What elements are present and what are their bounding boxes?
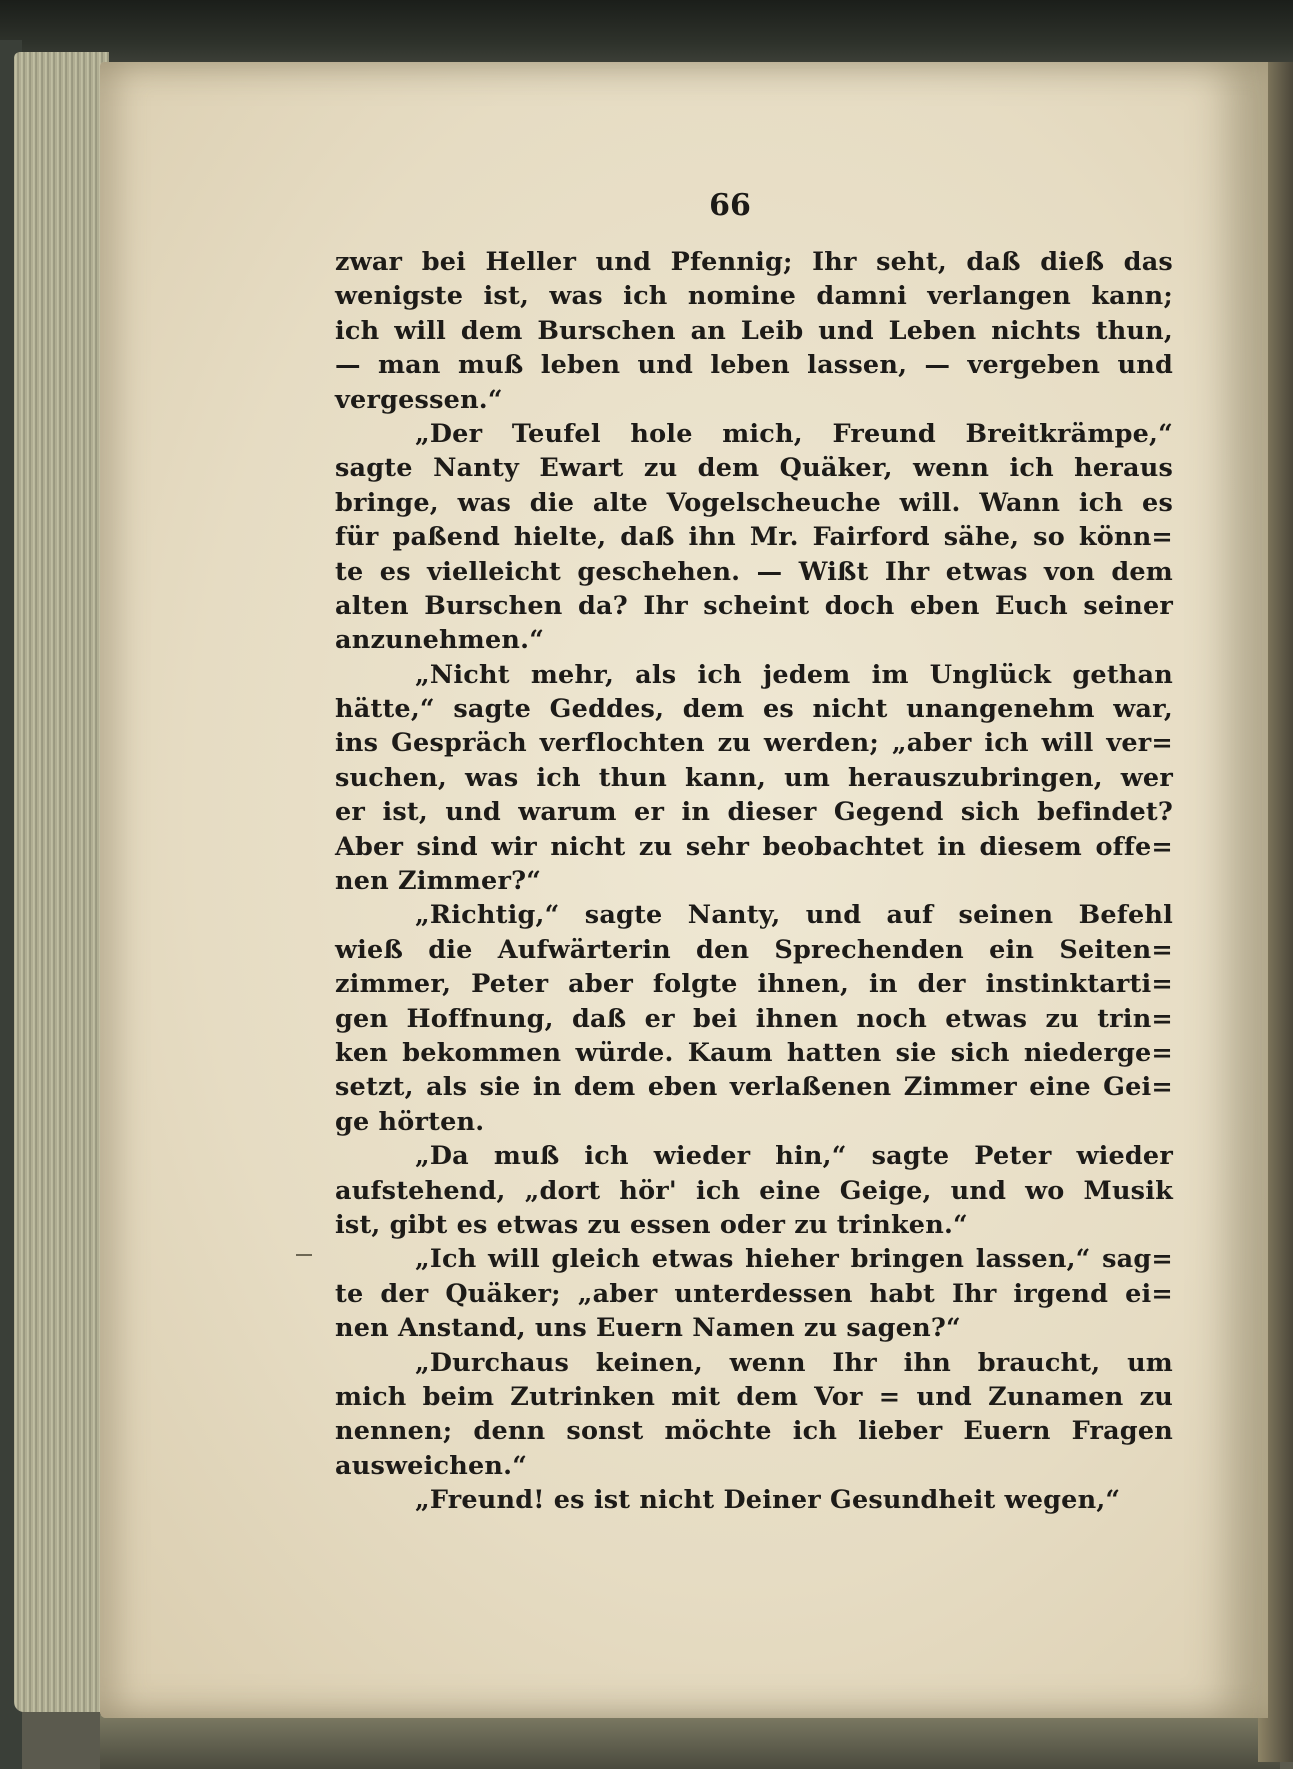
text-line: setzt, als sie in dem eben verlaßenen Zimmer eine Gei= (335, 1072, 1173, 1103)
text-line: wenigste ist, was ich nomine damni verlangen kann; (335, 281, 1173, 312)
text-line: „Freund! es ist nicht Deiner Gesundheit wegen,“ (415, 1485, 1121, 1516)
text-line: te der Quäker; „aber unterdessen habt Ihr irgend ei= (335, 1278, 1173, 1309)
text-line: mich beim Zutrinken mit dem Vor = und Zunamen zu (335, 1381, 1173, 1412)
text-line: gen Hoffnung, daß er bei ihnen noch etwas zu trin= (335, 1003, 1173, 1034)
text-line: „Ich will gleich etwas hieher bringen lassen,“ sag= (415, 1244, 1173, 1275)
text-line: ist, gibt es etwas zu essen oder zu trinken.“ (335, 1209, 968, 1240)
text-line: te es vielleicht geschehen. — Wißt Ihr etwas von dem (335, 556, 1173, 587)
text-line: sagte Nanty Ewart zu dem Quäker, wenn ich heraus (335, 453, 1173, 484)
text-line: bringe, was die alte Vogelscheuche will. Wann ich es (335, 487, 1173, 518)
text-line: „Da muß ich wieder hin,“ sagte Peter wieder (415, 1141, 1173, 1172)
text-line: ausweichen.“ (335, 1450, 528, 1481)
text-line: anzunehmen.“ (335, 625, 545, 656)
page-text (335, 245, 1173, 1517)
text-line: ge hörten. (335, 1106, 485, 1137)
text-line: nennen; denn sonst möchte ich lieber Euern Fragen (335, 1416, 1173, 1447)
margin-mark (296, 1254, 312, 1256)
text-line: nen Anstand, uns Euern Namen zu sagen?“ (335, 1313, 961, 1344)
text-line: alten Burschen da? Ihr scheint doch eben Euch seiner (335, 590, 1173, 621)
page-number: 66 (709, 188, 751, 223)
text-line: wieß die Aufwärterin den Sprechenden ein Seiten= (335, 934, 1173, 965)
text-line: ich will dem Burschen an Leib und Leben nichts thun, (335, 315, 1173, 346)
text-line: ins Gespräch verflochten zu werden; „aber ich will ver= (335, 728, 1173, 759)
text-line: hätte,“ sagte Geddes, dem es nicht unangenehm war, (335, 694, 1173, 725)
text-line: „Der Teufel hole mich, Freund Breitkrämpe,“ (415, 418, 1173, 449)
text-line: zimmer, Peter aber folgte ihnen, in der instinktarti= (335, 969, 1173, 1000)
text-line: „Nicht mehr, als ich jedem im Unglück gethan (415, 659, 1173, 690)
text-line: aufstehend, „dort hör' ich eine Geige, und wo Musik (335, 1175, 1173, 1206)
text-line: nen Zimmer?“ (335, 866, 542, 897)
text-line: er ist, und warum er in dieser Gegend sich befindet? (335, 797, 1173, 828)
text-line: „Durchaus keinen, wenn Ihr ihn braucht, um (415, 1347, 1173, 1378)
text-line: vergessen.“ (335, 384, 503, 415)
text-line: für paßend hielte, daß ihn Mr. Fairford sähe, so könn= (335, 522, 1173, 553)
text-line: „Richtig,“ sagte Nanty, und auf seinen Befehl (415, 900, 1173, 931)
text-line: Aber sind wir nicht zu sehr beobachtet in diesem offe= (335, 831, 1173, 862)
book-bottom-edge (100, 1715, 1280, 1769)
text-line: zwar bei Heller und Pfennig; Ihr seht, daß dieß das (335, 247, 1173, 277)
page-edges (14, 52, 109, 1712)
book-cover-top (0, 0, 1293, 62)
text-line: — man muß leben und leben lassen, — vergeben und (335, 350, 1173, 381)
text-line: suchen, was ich thun kann, um herauszubringen, wer (335, 762, 1173, 793)
text-line: ken bekommen würde. Kaum hatten sie sich niederge= (335, 1037, 1173, 1068)
